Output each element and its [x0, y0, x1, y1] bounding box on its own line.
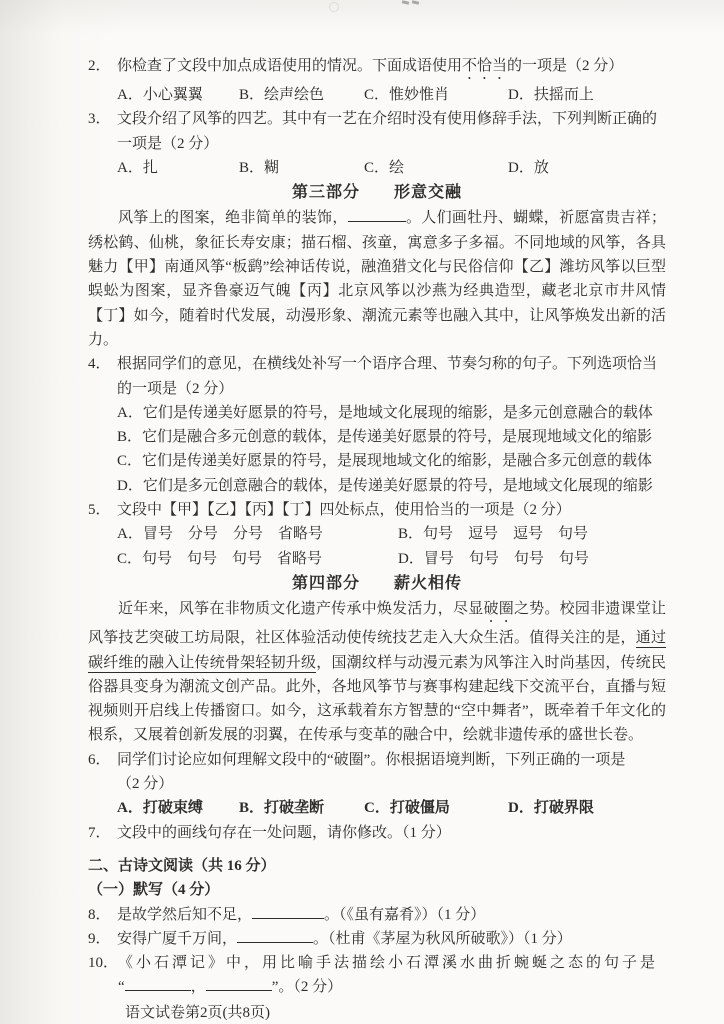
fill-in-blank — [237, 928, 313, 943]
option-c — [117, 547, 398, 571]
question-6-options — [117, 796, 666, 820]
question-7 — [88, 821, 666, 845]
option-a — [117, 522, 398, 546]
question-8-stem — [117, 903, 666, 927]
question-2-stem-tail: 的一项是（2 分） — [507, 58, 624, 74]
question-6-number: 6． — [88, 751, 111, 768]
question-10-stem-line1: 《小石潭记》中，用比喻手法描绘小石潭溪水曲折蜿蜒之态的句子是 — [118, 955, 659, 972]
option-text: 句号 句号 句号 省略号 — [142, 550, 323, 567]
question-10-number: 10． — [88, 955, 119, 972]
option-b — [239, 83, 364, 107]
option-label: D． — [398, 550, 424, 567]
quote-close-and-score: ”。（2 分） — [271, 979, 343, 996]
option-d — [508, 156, 666, 180]
option-label: B． — [398, 526, 424, 543]
option-c — [364, 796, 508, 820]
option-label: C． — [364, 87, 390, 103]
question-4-number: 4． — [88, 356, 111, 373]
option-text: 它们是传递美好愿景的符号，是地域文化展现的缩影，是多元创意融合的载体 — [142, 404, 653, 421]
question-7-stem: 文段中的画线句存在一处问题，请你修改。（1 分） — [117, 824, 451, 841]
option-d — [508, 796, 666, 820]
scan-artifact — [412, 0, 420, 5]
question-2-stem-text: 你检查了文段中加点成语使用的情况。下面成语使用 — [117, 58, 463, 74]
option-text: 小心翼翼 — [142, 87, 203, 103]
question-9-stem — [117, 927, 666, 951]
option-text: 绘声绘色 — [264, 87, 325, 103]
quote-open: “ — [118, 979, 125, 996]
part3-passage — [88, 206, 666, 352]
option-label: D． — [508, 87, 534, 103]
option-text: 打破束缚 — [142, 800, 203, 817]
question-4 — [88, 352, 666, 498]
question-3-stem-line1: 文段介绍了风筝的四艺。其中有一艺在介绍时没有使用修辞手法，下列判断正确的 — [117, 111, 658, 128]
question-10 — [88, 951, 666, 1000]
scan-artifact — [402, 0, 410, 5]
option-c — [364, 83, 508, 107]
question-4-stem-line1: 根据同学们的意见，在横线处补写一个语序合理、节奏匀称的句子。下列选项恰当 — [117, 356, 658, 373]
emphasis-dotted-text: 破圈 — [483, 601, 514, 618]
option-label: C． — [364, 800, 390, 817]
question-8-source: 。（《虽有嘉肴》）（1 分） — [324, 906, 486, 923]
question-6 — [88, 748, 666, 821]
question-5-options-row2 — [117, 547, 666, 571]
question-5-stem: 文段中【甲】【乙】【丙】【丁】四处标点，使用恰当的一项是（2 分） — [117, 502, 571, 519]
option-text: 绘 — [389, 159, 405, 176]
question-2-options — [117, 83, 666, 107]
option-label: C． — [117, 550, 143, 567]
option-label: D． — [508, 800, 534, 817]
page-footer: 语文试卷第2页(共8页) — [125, 1004, 270, 1021]
page-content — [88, 54, 666, 1024]
underlined-sentence: 通过碳纤维的融入让传统骨架轻韧升级 — [88, 630, 666, 671]
part4-passage-text2: 之势。校园非遗课堂让风筝技艺突破工坊局限，社区体验活动使传统技艺走入大众生活。值得关注的是， — [88, 601, 666, 647]
fill-in-blank — [125, 977, 191, 992]
option-text: 冒号 分号 分号 省略号 — [142, 526, 323, 543]
option-label: D． — [117, 477, 143, 494]
option-label: B． — [117, 429, 143, 446]
option-label: A． — [117, 526, 143, 543]
question-5-options-row1 — [117, 522, 666, 546]
option-a — [117, 83, 239, 107]
question-10-stem-line2 — [118, 975, 666, 999]
option-label: A． — [117, 87, 143, 103]
option-label: A． — [117, 800, 143, 817]
question-2-stem — [117, 54, 666, 83]
question-2 — [88, 54, 666, 107]
question-3-stem-line2: 一项是（2 分） — [117, 135, 219, 152]
option-text: 糊 — [264, 159, 280, 176]
question-3 — [88, 107, 666, 180]
option-text: 放 — [533, 159, 549, 176]
option-text: 它们是传递美好愿景的符号，是展现地域文化的缩影，是融合多元创意的载体 — [142, 453, 653, 470]
comma: ， — [190, 979, 206, 996]
option-text: 扎 — [142, 159, 158, 176]
question-7-number: 7． — [88, 824, 111, 841]
option-label: D． — [508, 159, 534, 176]
option-b — [117, 425, 666, 449]
option-label: A． — [117, 159, 143, 176]
question-5-number: 5． — [88, 502, 111, 519]
part4-passage — [88, 597, 666, 747]
option-c — [364, 156, 508, 180]
question-3-options — [117, 156, 666, 180]
emphasis-dotted-text: 不恰当 — [462, 58, 508, 74]
section2-title: 二、古诗文阅读（共 16 分） — [88, 857, 276, 874]
option-text: 冒号 句号 句号 句号 — [423, 550, 589, 567]
option-text: 扶摇而上 — [533, 87, 594, 103]
part3-passage-text: 风筝上的图案，绝非简单的装饰， — [118, 210, 348, 227]
option-text: 它们是多元创意融合的载体，是传递美好愿景的符号，是地域文化展现的缩影 — [142, 477, 653, 494]
question-2-number: 2． — [88, 58, 111, 74]
option-c — [117, 449, 666, 473]
question-4-stem-line2: 的一项是（2 分） — [117, 380, 234, 397]
option-text: 句号 逗号 逗号 句号 — [423, 526, 589, 543]
option-label: B． — [239, 87, 265, 103]
part4-heading: 第四部分 薪火相传 — [291, 574, 462, 592]
question-9-source: 。（杜甫《茅屋为秋风所破歌》）（1 分） — [313, 930, 572, 947]
question-9-text: 安得广厦千万间， — [117, 930, 238, 947]
option-label: A． — [117, 404, 143, 421]
question-3-number: 3． — [88, 111, 111, 128]
option-a — [117, 796, 239, 820]
part3-heading: 第三部分 形意交融 — [291, 184, 462, 202]
option-label: C． — [117, 453, 143, 470]
option-label: C． — [364, 159, 390, 176]
option-b — [239, 156, 364, 180]
option-text: 打破垄断 — [264, 800, 325, 817]
fill-in-blank — [252, 904, 324, 919]
fill-in-blank — [348, 208, 406, 223]
option-b — [398, 522, 666, 546]
question-6-stem-line2: （2 分） — [117, 776, 174, 793]
fill-in-blank — [206, 977, 272, 992]
option-a — [117, 401, 666, 425]
scan-artifact — [329, 2, 339, 12]
part3-passage-text2: 。人们画牡丹、蝴蝶，祈愿富贵吉祥；绣松鹤、仙桃，象征长寿安康；描石榴、孩童，寓意多子多福。不同地域的风筝，各具魅力【甲】南通风筝“板鹞”绘神话传说，融渔猎文化与民俗信仰【乙】潍坊风筝以巨型蜈蚣为图案，显齐鲁豪迈气魄【丙】北京风筝以沙燕为经典造型，藏老北京市井风情【丁】如今，随着时代发展，动漫形象、潮流元素等也融入其中，让风筝焕发出新的活力。 — [88, 210, 666, 348]
option-d — [508, 83, 666, 107]
question-4-options — [117, 401, 666, 498]
option-a — [117, 156, 239, 180]
question-9-number: 9． — [88, 930, 111, 947]
question-8-text: 是故学然后知不足， — [117, 906, 253, 923]
section2-subsection: （一）默写（4 分） — [88, 882, 220, 899]
option-text: 惟妙惟肖 — [389, 87, 450, 103]
question-8 — [88, 903, 666, 927]
option-text: 它们是融合多元创意的载体，是传递美好愿景的符号，是展现地域文化的缩影 — [142, 429, 653, 446]
question-9 — [88, 927, 666, 951]
option-d — [398, 547, 666, 571]
option-label: B． — [239, 800, 265, 817]
question-8-number: 8． — [88, 906, 111, 923]
option-text: 打破僵局 — [389, 800, 450, 817]
option-b — [239, 796, 364, 820]
question-6-stem-line1: 同学们讨论应如何理解文段中的“破圈”。你根据语境判断，下列正确的一项是 — [117, 751, 626, 768]
part4-passage-text3: ，国潮纹样与动漫元素为风筝注入时尚基因，传统民俗器具变身为潮流文创产品。此外，各地风筝节与赛事构建起线下交流平台，直播与短视频则开启线上传播窗口。如今，这承载着东方智慧的“空中舞者”，既牵着千年文化的根系，又展着创新发展的羽翼，在传承与变革的融合中，绘就非遗传承的盛世长卷。 — [88, 654, 666, 744]
option-label: B． — [239, 159, 265, 176]
question-5 — [88, 498, 666, 571]
part4-passage-text: 近年来，风筝在非物质文化遗产传承中焕发活力，尽显 — [118, 601, 484, 618]
option-text: 打破界限 — [533, 800, 594, 817]
option-d — [117, 474, 666, 498]
